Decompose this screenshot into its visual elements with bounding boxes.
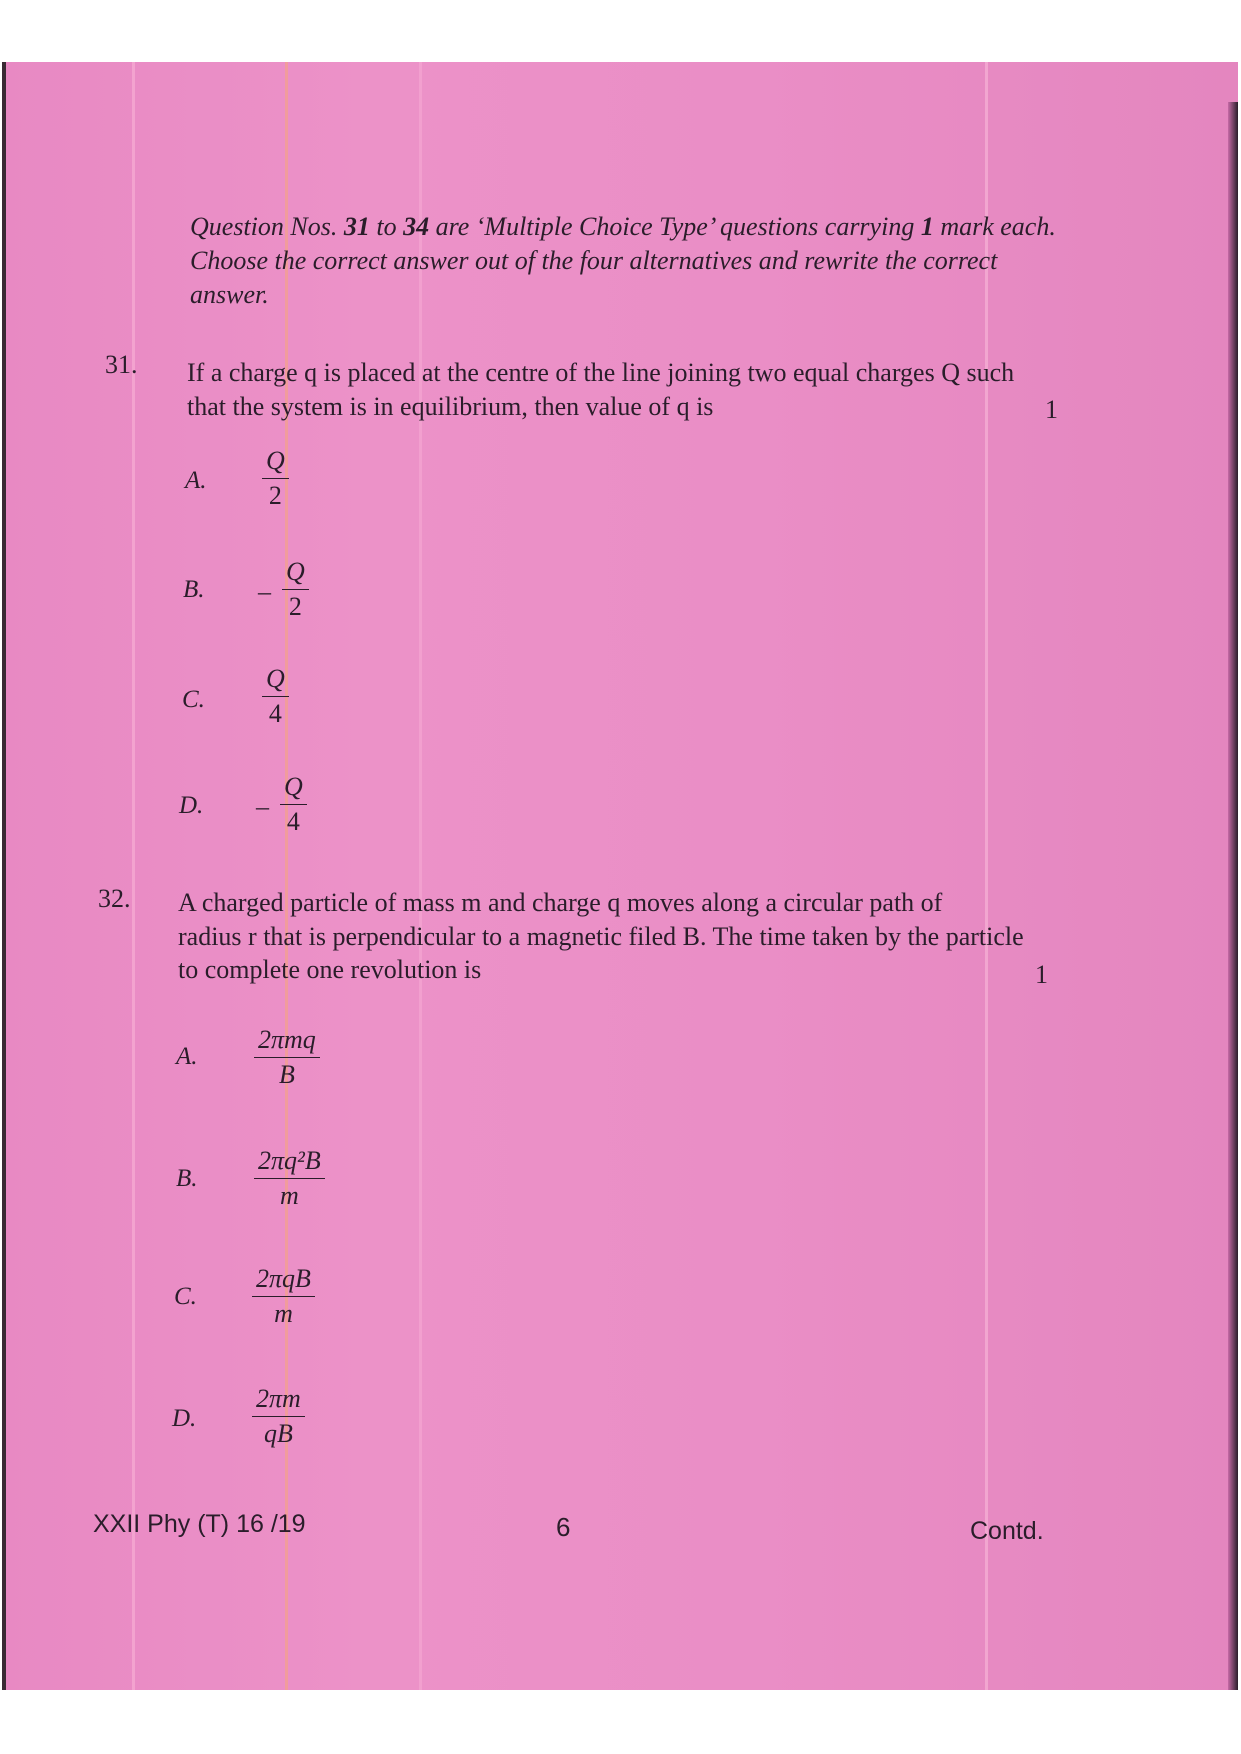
numerator: 2πq²B: [254, 1146, 325, 1179]
option-label: A.: [185, 467, 207, 494]
question-text-line: radius r that is perpendicular to a magnetic filed B. The time taken by the particle: [178, 922, 1024, 951]
option-fraction: [262, 446, 289, 511]
page-number: 6: [556, 1512, 571, 1542]
minus-sign: –: [256, 792, 269, 821]
option-label: C.: [182, 686, 205, 713]
numerator: 2πmq: [254, 1025, 320, 1058]
instr-text: are ‘Multiple Choice Type’ questions carrying: [429, 212, 921, 241]
question-number: 32.: [98, 884, 131, 913]
option-fraction: [252, 1384, 305, 1449]
numerator: Q: [262, 664, 289, 697]
instr-text: to: [369, 212, 404, 241]
numerator: Q: [282, 557, 309, 590]
denominator: 4: [286, 807, 300, 836]
page-left-edge: [2, 62, 6, 1690]
denominator: m: [279, 1181, 299, 1210]
fold-line: [132, 62, 135, 1690]
question-text-line: to complete one revolution is: [178, 955, 482, 984]
option-label: C.: [174, 1283, 197, 1310]
instr-text: Question Nos.: [190, 212, 344, 241]
question-text-line: that the system is in equilibrium, then value of q is: [187, 392, 714, 421]
instr-bold: 31: [343, 212, 370, 241]
option-label: D.: [172, 1405, 197, 1432]
numerator: Q: [280, 772, 307, 805]
paper-code: XXII Phy (T) 16 /19: [93, 1510, 306, 1538]
option-fraction: [252, 1264, 315, 1329]
denominator: 2: [268, 481, 282, 510]
option-fraction: [262, 664, 289, 729]
question-number: 31.: [105, 350, 138, 379]
denominator: B: [278, 1060, 295, 1089]
question-text-line: A charged particle of mass m and charge q moves along a circular path of: [178, 888, 943, 917]
instr-bold: 34: [403, 212, 430, 241]
denominator: qB: [263, 1419, 293, 1448]
option-fraction: [282, 557, 309, 622]
question-text-line: If a charge q is placed at the centre of the line joining two equal charges Q such: [187, 358, 1015, 387]
marks: 1: [1035, 960, 1048, 989]
numerator: 2πqB: [252, 1264, 315, 1297]
instructions: [190, 210, 1080, 312]
option-label: D.: [179, 792, 204, 819]
option-fraction: [254, 1025, 320, 1090]
option-label: B.: [176, 1165, 198, 1192]
option-label: B.: [183, 576, 205, 603]
continued-label: Contd.: [970, 1517, 1044, 1545]
option-fraction: [280, 772, 307, 837]
instr-text: mark each. Choose the correct answer out of the four alternatives and rewrite the correct answer.: [190, 212, 1056, 309]
denominator: m: [274, 1299, 293, 1328]
marks: 1: [1045, 395, 1058, 424]
option-label: A.: [176, 1043, 198, 1070]
denominator: 2: [288, 592, 302, 621]
option-fraction: [254, 1146, 325, 1211]
minus-sign: –: [258, 577, 271, 606]
denominator: 4: [268, 699, 282, 728]
numerator: 2πm: [252, 1384, 305, 1417]
numerator: Q: [262, 446, 289, 479]
page-right-edge: [1228, 102, 1238, 1690]
instr-bold: 1: [920, 212, 934, 241]
